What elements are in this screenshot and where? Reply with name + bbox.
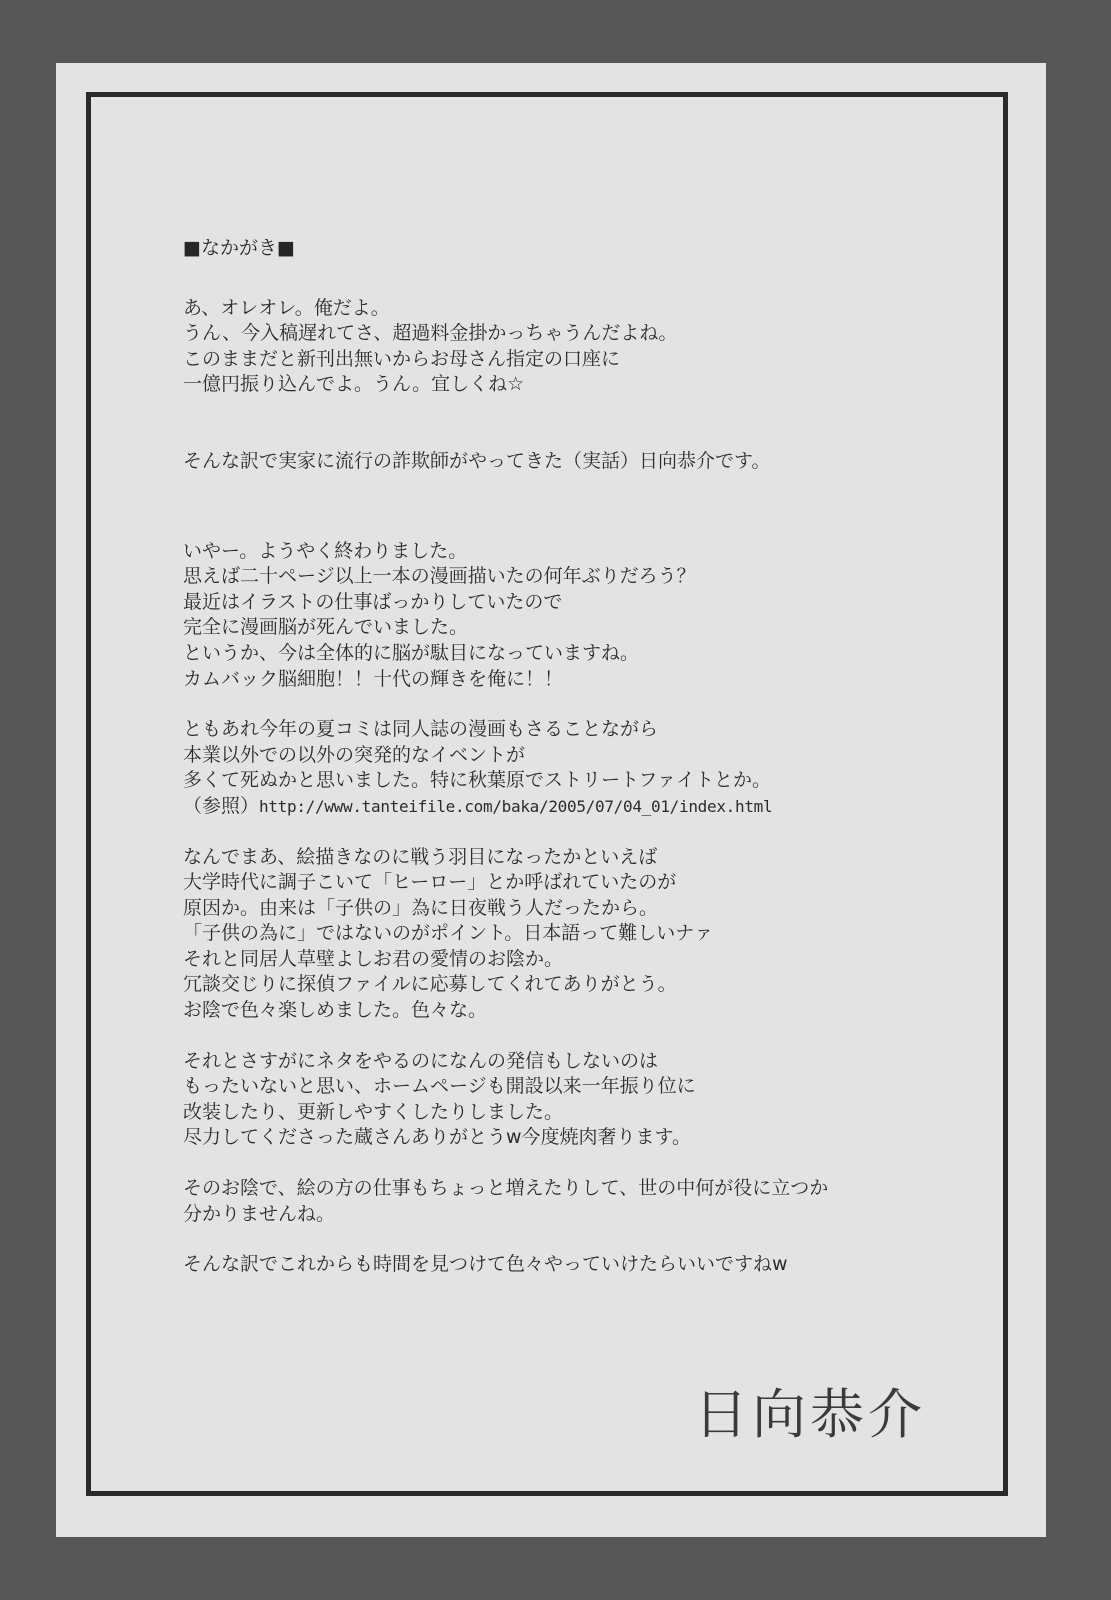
afterword-body bbox=[183, 236, 963, 1278]
text-line: 冗談交じりに探偵ファイルに応募してくれてありがとう。 bbox=[183, 973, 677, 996]
text-line: 本業以外での以外の突発的なイベントが bbox=[183, 743, 526, 766]
text-line: 原因か。由来は「子供の」為に日夜戦う人だったから。 bbox=[183, 896, 659, 919]
text-line: いやー。ようやく終わりました。 bbox=[183, 539, 468, 562]
paragraph-3 bbox=[183, 539, 963, 693]
text-line: そんな訳でこれからも時間を見つけて色々やっていけたらいいですねw bbox=[183, 1253, 788, 1276]
paragraph-1 bbox=[183, 296, 963, 398]
text-line: 最近はイラストの仕事ばっかりしていたので bbox=[183, 590, 563, 613]
text-line: ともあれ今年の夏コミは同人誌の漫画もさることながら bbox=[183, 718, 659, 741]
text-line: 分かりませんね。 bbox=[183, 1202, 336, 1225]
text-line: 思えば二十ページ以上一本の漫画描いたの何年ぶりだろう？ bbox=[183, 565, 696, 588]
section-heading: ■なかがき■ bbox=[183, 237, 295, 259]
text-line: 大学時代に調子こいて「ヒーロー」とか呼ばれていたのが bbox=[183, 871, 677, 894]
author-signature: 日向恭介 bbox=[694, 1383, 926, 1446]
text-line: あ、オレオレ。俺だよ。 bbox=[183, 296, 390, 319]
paragraph-7 bbox=[183, 1176, 963, 1227]
text-line: カムバック脳細胞！！十代の輝きを俺に！！ bbox=[183, 667, 564, 690]
text-line: それと同居人草壁よしお君の愛情のお陰か。 bbox=[183, 947, 564, 970]
paragraph-8 bbox=[183, 1252, 963, 1278]
text-line: なんでまあ、絵描きなのに戦う羽目になったかといえば bbox=[183, 845, 658, 868]
reference-line bbox=[183, 794, 963, 820]
text-line: お陰で色々楽しめました。色々な。 bbox=[183, 999, 488, 1022]
reference-label: （参照） bbox=[183, 794, 260, 817]
text-line: このままだと新刊出無いからお母さん指定の口座に bbox=[183, 347, 621, 370]
text-line: そのお陰で、絵の方の仕事もちょっと増えたりして、世の中何が役に立つか bbox=[183, 1177, 829, 1200]
text-line: というか、今は全体的に脳が駄目になっていますね。 bbox=[183, 641, 640, 664]
paragraph-5 bbox=[183, 845, 963, 1024]
text-line: 完全に漫画脳が死んでいました。 bbox=[183, 616, 469, 639]
text-line: もったいないと思い、ホームページも開設以来一年振り位に bbox=[183, 1075, 696, 1098]
text-line: 一億円振り込んでよ。うん。宜しくね☆ bbox=[183, 373, 525, 396]
text-line: うん、今入稿遅れてさ、超過料金掛かっちゃうんだよね。 bbox=[183, 322, 678, 345]
text-line: 改装したり、更新しやすくしたりしました。 bbox=[183, 1100, 564, 1123]
paragraph-2 bbox=[183, 449, 963, 475]
paragraph-4 bbox=[183, 717, 963, 819]
reference-url: http://www.tanteifile.com/baka/2005/07/04_01/index.html bbox=[259, 796, 773, 816]
paragraph-6 bbox=[183, 1049, 963, 1151]
text-line: 「子供の為に」ではないのがポイント。日本語って難しいナァ bbox=[183, 922, 714, 945]
text-line: 多くて死ぬかと思いました。特に秋葉原でストリートファイトとか。 bbox=[183, 769, 772, 792]
text-line: それとさすがにネタをやるのになんの発信もしないのは bbox=[183, 1049, 659, 1072]
text-line: 尽力してくださった蔵さんありがとうw今度焼肉奢ります。 bbox=[183, 1126, 692, 1149]
text-line: そんな訳で実家に流行の詐欺師がやってきた（実話）日向恭介です。 bbox=[183, 449, 771, 472]
